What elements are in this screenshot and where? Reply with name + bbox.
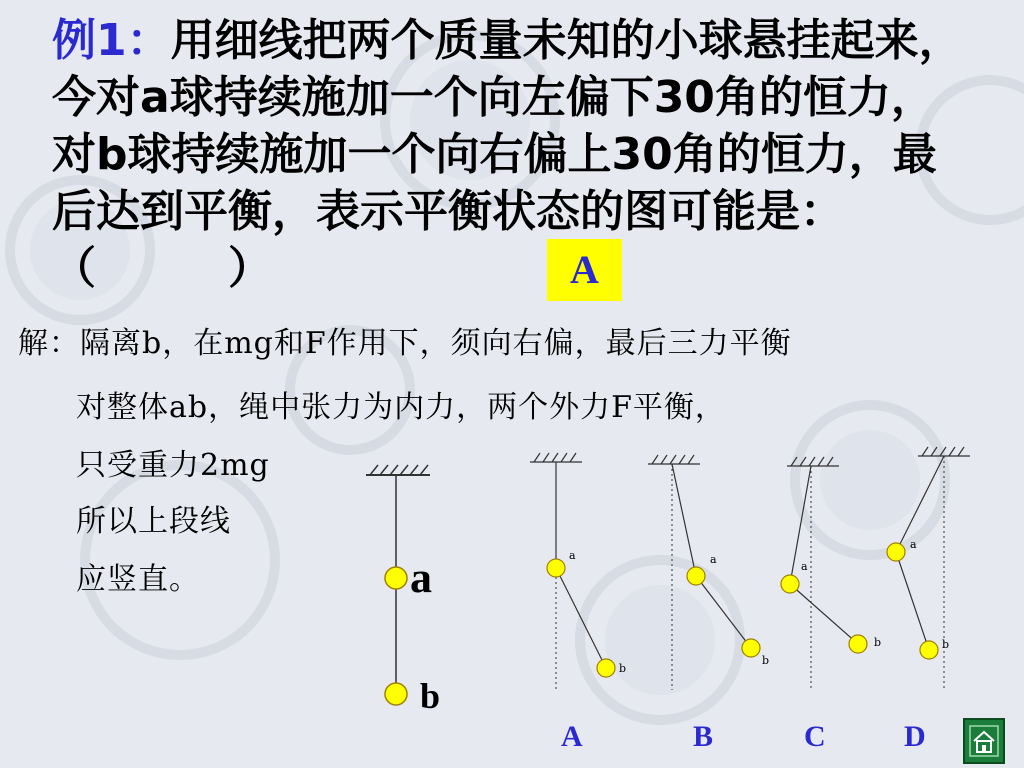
home-button[interactable] bbox=[963, 718, 1005, 764]
solution-line-5: 应竖直。 bbox=[76, 562, 200, 597]
solution-line-3: 只受重力2mg bbox=[76, 448, 270, 483]
option-label-c: C bbox=[804, 720, 826, 753]
question-body: 用细线把两个质量未知的小球悬挂起来，今对a球持续施加一个向左偏下30角的恒力，对b球持续施加一个向右偏上30角的恒力，最后达到平衡，表示平衡状态的图可能是：（ ） bbox=[52, 15, 963, 294]
option-d-label-a: a bbox=[910, 538, 917, 551]
option-a-ball-a bbox=[547, 559, 565, 577]
option-d-label-b: b bbox=[942, 638, 950, 651]
main-label-b: b bbox=[420, 676, 441, 716]
answer-box: A bbox=[547, 239, 622, 301]
example-label: 例1： bbox=[52, 15, 171, 66]
option-d-ball-a bbox=[887, 543, 905, 561]
option-a-diagram bbox=[530, 453, 606, 690]
option-a-label-b: b bbox=[619, 662, 627, 675]
option-c-ball-a bbox=[781, 575, 799, 593]
solution-line-1: 解：隔离b，在mg和F作用下，须向右偏，最后三力平衡 bbox=[18, 326, 792, 361]
solution-line-2: 对整体ab，绳中张力为内力，两个外力F平衡， bbox=[76, 390, 726, 425]
option-c-diagram bbox=[787, 457, 858, 690]
solution-line-4: 所以上段线 bbox=[76, 504, 231, 539]
option-label-a: A bbox=[561, 720, 583, 753]
option-c-label-b: b bbox=[874, 636, 882, 649]
option-b-ball-b bbox=[742, 639, 760, 657]
home-icon bbox=[969, 725, 999, 757]
option-d-ball-b bbox=[920, 641, 938, 659]
main-label-a: a bbox=[410, 553, 432, 602]
option-c-label-a: a bbox=[801, 560, 808, 573]
option-c-ball-b bbox=[849, 635, 867, 653]
option-b-ball-a bbox=[687, 567, 705, 585]
option-a-label-a: a bbox=[569, 549, 576, 562]
main-ball-a bbox=[385, 567, 407, 589]
option-b-label-a: a bbox=[710, 553, 717, 566]
option-label-b: B bbox=[693, 720, 714, 753]
option-label-d: D bbox=[904, 720, 926, 753]
option-a-ball-b bbox=[597, 659, 615, 677]
main-ball-b bbox=[385, 683, 407, 705]
option-b-label-b: b bbox=[762, 654, 770, 667]
